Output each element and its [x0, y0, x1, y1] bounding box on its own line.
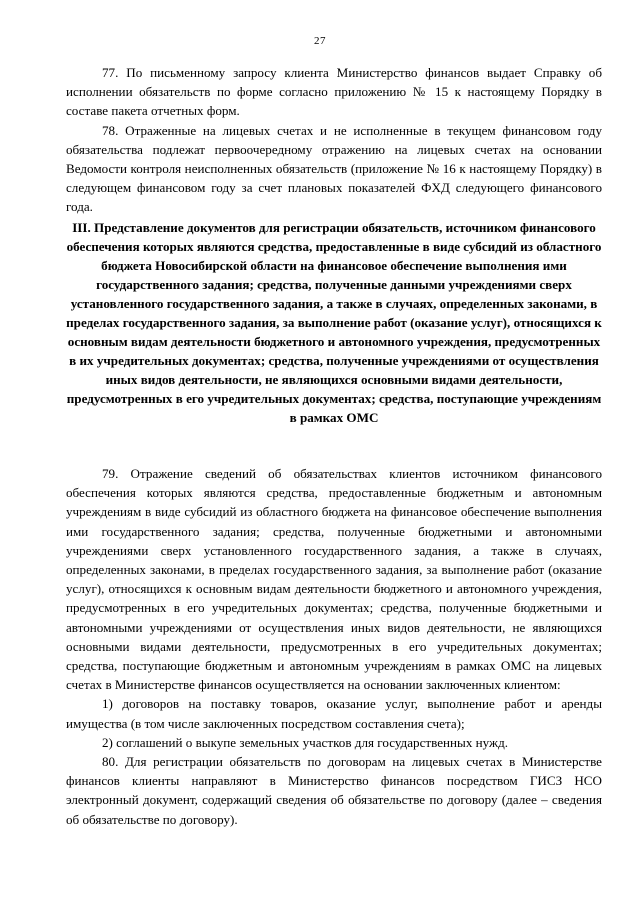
paragraph-77: 77. По письменному запросу клиента Министерство финансов выдает Справку об исполнении обязательств по форме согласно приложению № 15 к настоящему Порядку в составе пакета отчетных форм.: [66, 65, 602, 119]
list-item-1: 1) договоров на поставку товаров, оказание услуг, выполнение работ и аренды имущества (в том числе заключенных посредством составления счета);: [66, 696, 602, 731]
section-heading: III. Представление документов для регистрации обязательств, источником финансового обеспечения которых являются средства, предоставленные в виде субсидий из областного бюджета Новосибирской области на финансовое обеспечение выполнения ими государственного задания; средства, полученные данными учреждениями сверх установленного государственного задания, а также в случаях, определенных законами, в пределах государственного задания, за выполнение работ (оказание услуг), относящихся к основным видам деятельности бюджетного и автономного учреждения, предусмотренных в их учредительных документах; средства, полученные учреждениями от осуществления иных видов деятельности, не являющихся основными видами деятельности, предусмотренных в его учредительных документах; средства, поступающие учреждениям в рамках ОМС: [66, 220, 602, 425]
paragraphs-after-section: [66, 464, 602, 829]
list-item-2: 2) соглашений о выкупе земельных участков для государственных нужд.: [102, 734, 509, 750]
paragraphs-before-section: [66, 63, 602, 217]
paragraph-79: 79. Отражение сведений об обязательствах клиентов источником финансового обеспечения которых являются средства, предоставленные бюджетным и автономным учреждениям в виде субсидий из областного бюджета на финансовое обеспечение выполнения ими государственного задания; средства, полученные бюджетными и автономными учреждениями сверх установленного государственного задания, а также в случаях, определенных законами, в пределах государственного задания, за выполнение работ (оказание услуг), относящихся к основным видам деятельности бюджетного и автономного учреждения, предусмотренных в его учредительных документах; средства, полученные бюджетными и автономными учреждениями от осуществления иных видов деятельности, не являющихся основными видами деятельности, предусмотренных в его учредительных документах; средства, поступающие бюджетным и автономным учреждениям в рамках ОМС на лицевых счетах в Министерстве финансов осуществляется на основании заключенных клиентом:: [66, 466, 602, 693]
paragraph-78: 78. Отраженные на лицевых счетах и не исполненные в текущем финансовом году обязательства подлежат первоочередному отражению на лицевых счетах на основании Ведомости контроля неисполненных обязательств (приложение № 16 к настоящему Порядку) в следующем финансовом году за счет плановых показателей ФХД следующего финансового года.: [66, 122, 602, 215]
page-number: 27: [314, 35, 326, 47]
paragraph-80: 80. Для регистрации обязательств по договорам на лицевых счетах в Министерстве финансов клиенты направляют в Министерство финансов посредством ГИСЗ НСО электронный документ, содержащий сведения об обязательстве по договору (далее – сведения об обязательстве по договору).: [66, 754, 602, 827]
